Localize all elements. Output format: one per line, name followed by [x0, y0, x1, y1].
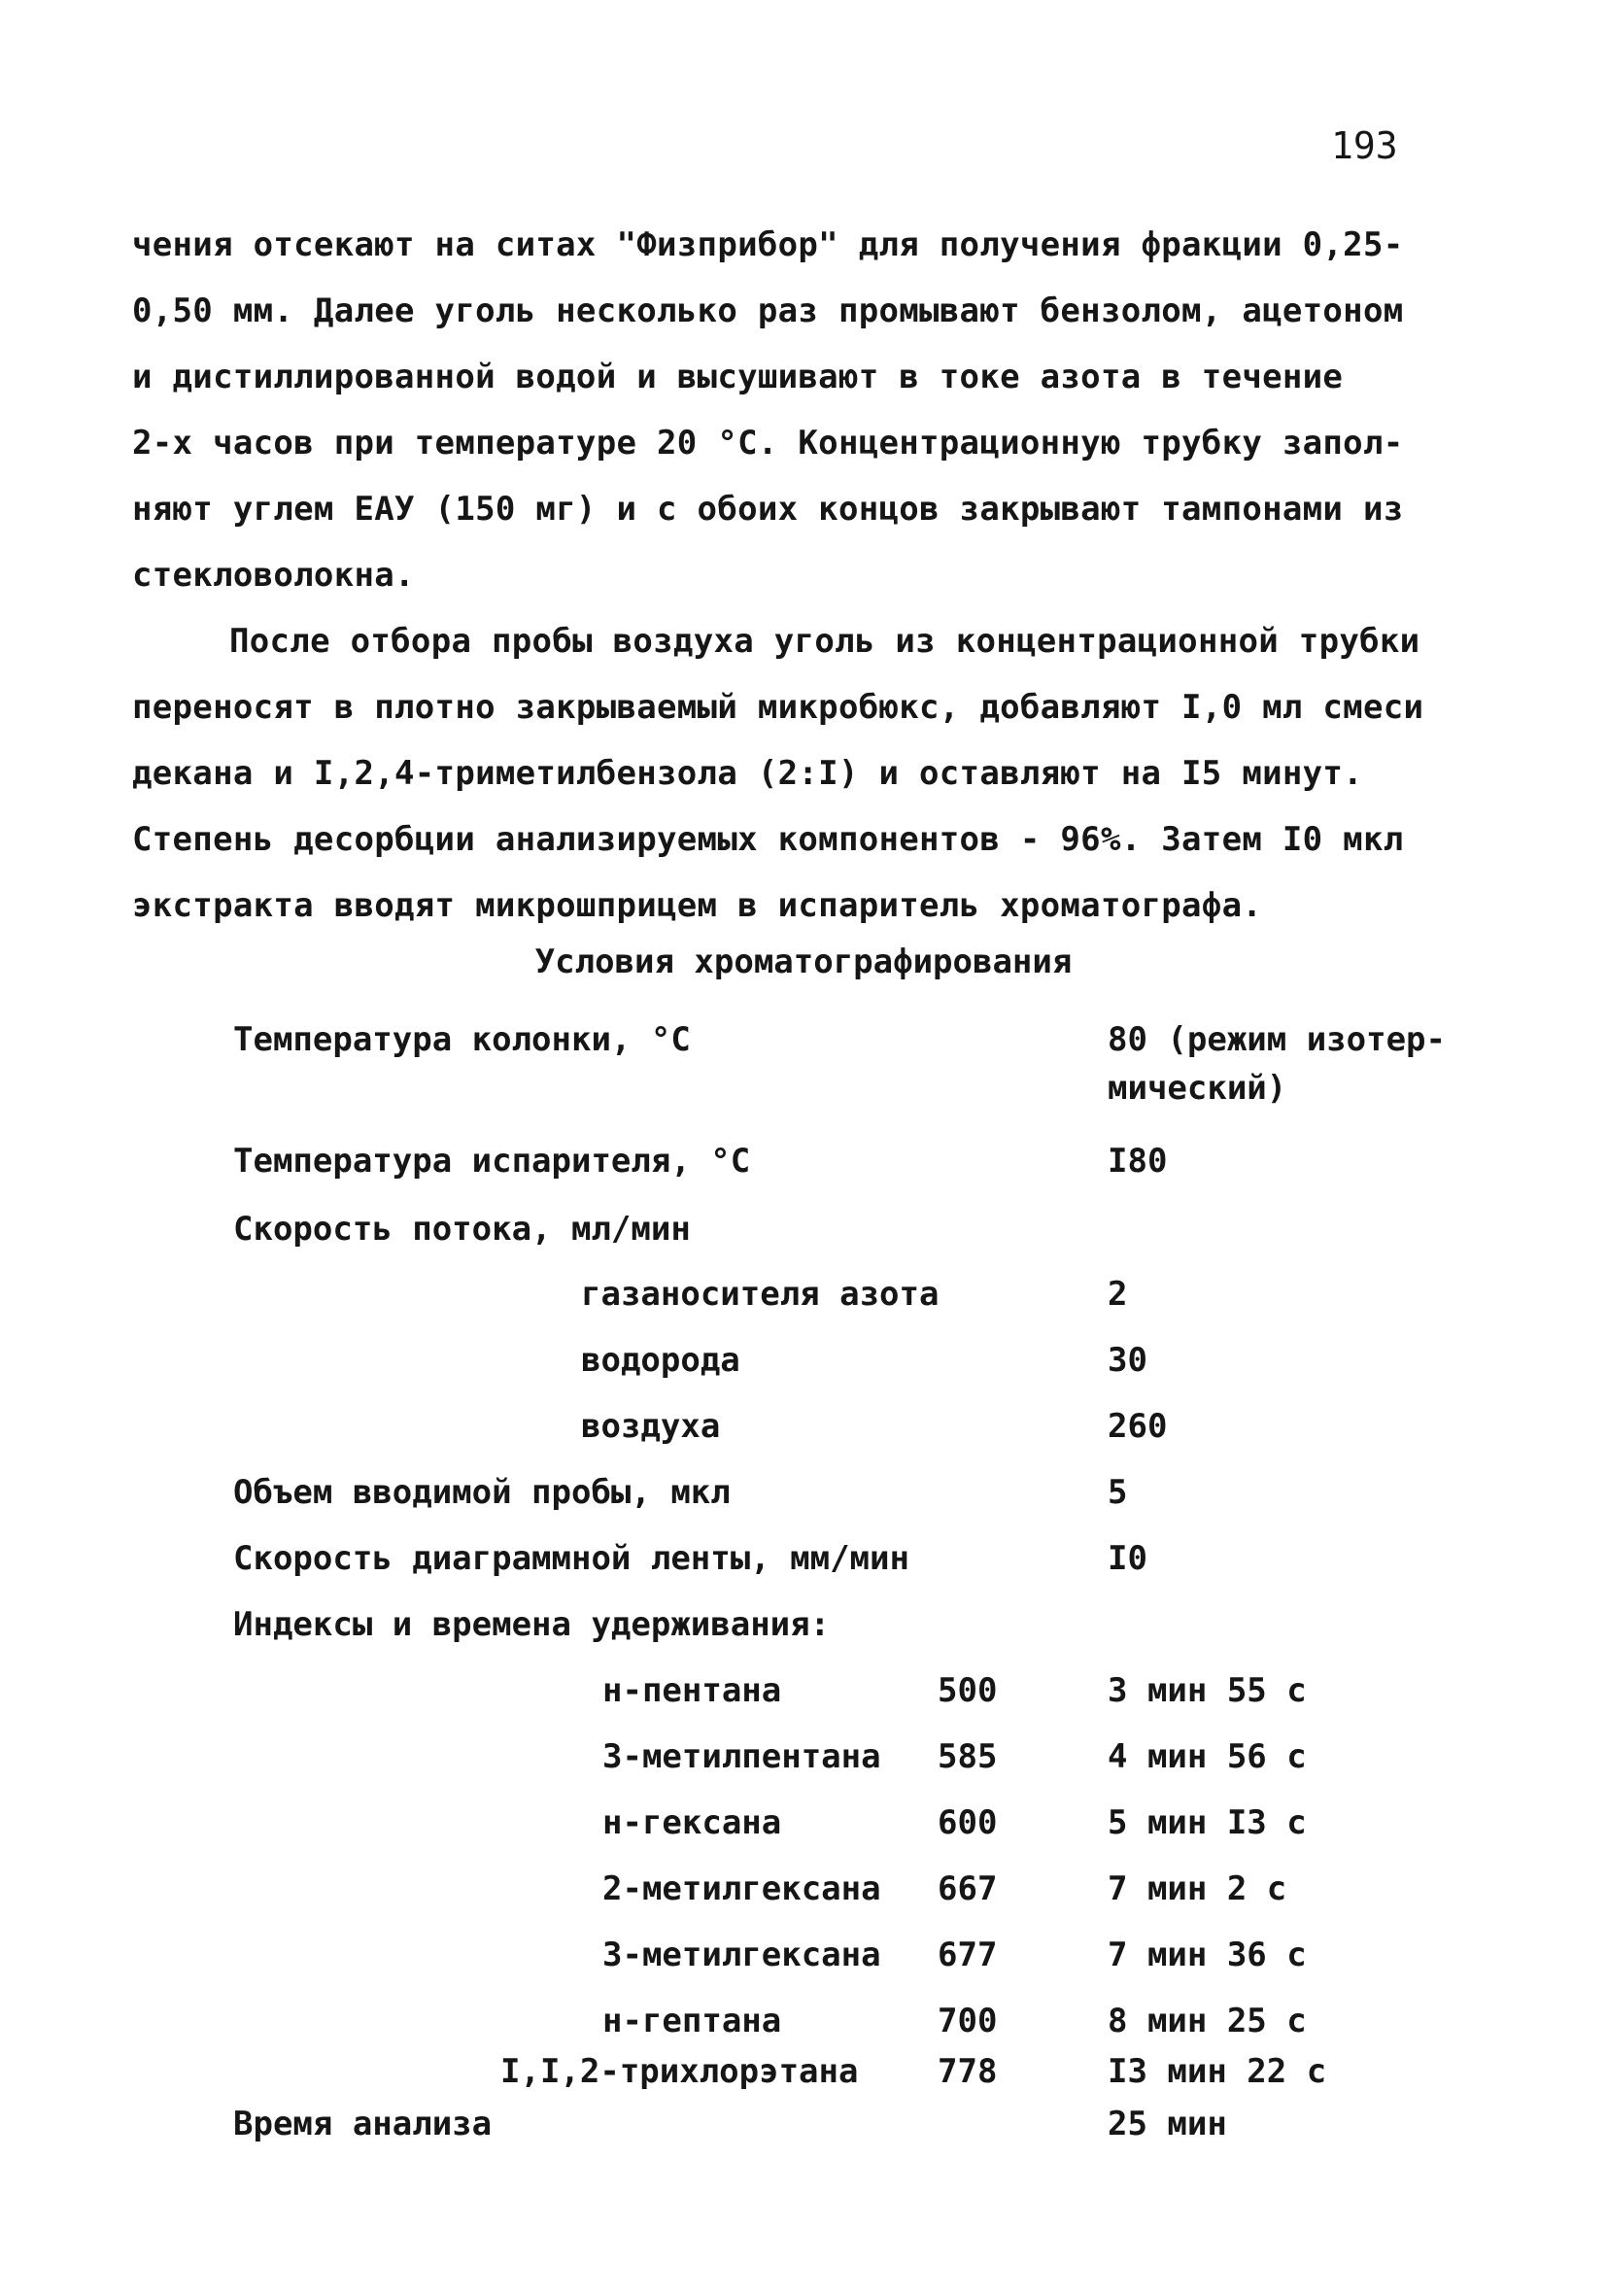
text-line: 2-х часов при температуре 20 °C. Концентрационную трубку запол-	[132, 424, 1404, 463]
retention-time: I3 мин 22 с	[1108, 2052, 1327, 2091]
retention-index: 667	[938, 1869, 998, 1908]
retention-index: 778	[938, 2052, 998, 2091]
analysis-time-label: Время анализа	[233, 2105, 493, 2143]
column-temperature-label: Температура колонки, °C	[233, 1020, 691, 1059]
compound-name: н-гептана	[602, 2002, 782, 2040]
text-line: и дистиллированной водой и высушивают в токе азота в течение	[132, 358, 1344, 396]
conditions-heading: Условия хроматографирования	[534, 942, 1073, 981]
retention-time: 7 мин 36 с	[1108, 1936, 1307, 1974]
column-temperature-value-line1: 80 (режим изотер-	[1108, 1020, 1446, 1059]
text-line: переносят в плотно закрываемый микробюкс, добавляют I,0 мл смеси	[132, 688, 1424, 727]
flow-value: 30	[1108, 1341, 1147, 1380]
evaporator-temperature-value: I80	[1108, 1142, 1168, 1181]
sample-volume-value: 5	[1108, 1473, 1128, 1512]
page-number: 193	[1331, 124, 1398, 167]
retention-time: 3 мин 55 с	[1108, 1671, 1307, 1710]
retention-index: 700	[938, 2002, 998, 2040]
compound-name: н-гексана	[602, 1803, 782, 1842]
retention-time: 7 мин 2 с	[1108, 1869, 1287, 1908]
compound-name: 3-метилпентана	[602, 1737, 881, 1776]
flow-rate-label: Скорость потока, мл/мин	[233, 1210, 691, 1249]
compound-name: 2-метилгексана	[602, 1869, 881, 1908]
compound-name: н-пентана	[602, 1671, 782, 1710]
flow-label: воздуха	[581, 1407, 721, 1446]
chart-speed-label: Скорость диаграммной ленты, мм/мин	[233, 1539, 909, 1578]
text-line: няют углем ЕАУ (150 мг) и с обоих концов закрывают тампонами из	[132, 490, 1404, 529]
evaporator-temperature-label: Температура испарителя, °C	[233, 1142, 751, 1181]
chart-speed-value: I0	[1108, 1539, 1147, 1578]
sample-volume-label: Объем вводимой пробы, мкл	[233, 1473, 731, 1512]
compound-name: I,I,2-трихлорэтана	[500, 2052, 859, 2091]
retention-time: 5 мин I3 с	[1108, 1803, 1307, 1842]
analysis-time-value: 25 мин	[1108, 2105, 1227, 2143]
retention-index: 677	[938, 1936, 998, 1974]
paragraph-2	[132, 608, 1473, 939]
retention-time: 8 мин 25 с	[1108, 2002, 1307, 2040]
flow-value: 2	[1108, 1275, 1128, 1314]
compound-name: 3-метилгексана	[602, 1936, 881, 1974]
text-line: декана и I,2,4-триметилбензола (2:I) и оставляют на I5 минут.	[132, 754, 1363, 793]
retention-index: 600	[938, 1803, 998, 1842]
retention-index: 585	[938, 1737, 998, 1776]
text-line: стекловолокна.	[132, 556, 415, 595]
paragraph-1	[132, 212, 1473, 608]
text-line: 0,50 мм. Далее уголь несколько раз промывают бензолом, ацетоном	[132, 291, 1404, 330]
retention-index: 500	[938, 1671, 998, 1710]
retention-label: Индексы и времена удерживания:	[233, 1605, 831, 1644]
flow-value: 260	[1108, 1407, 1168, 1446]
flow-label: газаносителя азота	[581, 1275, 940, 1314]
text-line: Степень десорбции анализируемых компонентов - 96%. Затем I0 мкл	[132, 820, 1404, 859]
retention-time: 4 мин 56 с	[1108, 1737, 1307, 1776]
text-line: экстракта вводят микрошприцем в испаритель хроматографа.	[132, 886, 1263, 925]
column-temperature-value-line2: мический)	[1108, 1069, 1287, 1108]
text-line: После отбора пробы воздуха уголь из концентрационной трубки	[229, 622, 1420, 661]
text-line: чения отсекают на ситах "Физприбор" для получения фракции 0,25-	[132, 225, 1404, 264]
flow-label: водорода	[581, 1341, 740, 1380]
